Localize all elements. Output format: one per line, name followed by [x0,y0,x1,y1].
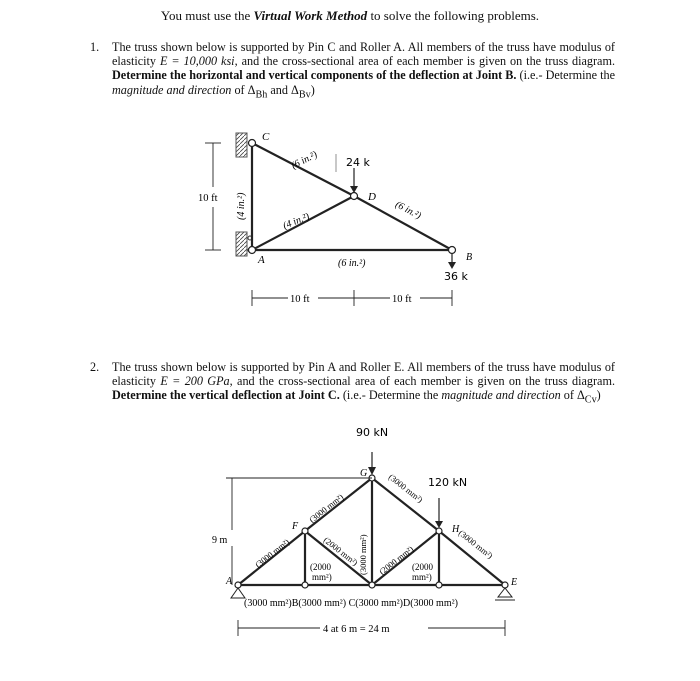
area-label-af: (3000 mm²) [253,536,292,570]
modulus-value: E = 200 GPa [160,374,230,389]
area-label-he: (3000 mm²) [456,527,495,561]
emphasis-text: magnitude and direction [441,388,561,403]
statement-text: (i.e.- Determine the [339,388,442,403]
joint-label-g: G [360,468,368,479]
problem-number: 2. [90,360,100,374]
area-label-hd: (2000 [412,562,433,572]
area-label-fg: (3000 mm²) [307,491,346,525]
height-dimension: 9 m [212,535,228,546]
load-label-h: 120 kN [428,476,468,489]
emphasis-text: magnitude and direction [112,82,232,97]
subscript: Cv [584,394,597,406]
area-label-db: (6 in.²) [393,199,423,222]
statement-text: ) [596,388,601,403]
task-statement: Determine the vertical deflection at Joint C. [112,388,340,403]
task-statement: Determine the horizontal and vertical components of the deflection at Joint B. [112,68,517,83]
statement-text: of Δ [231,82,256,97]
area-label-gh: (3000 mm²) [386,471,425,505]
statement-text: , and the cross-sectional area of each member is given on the truss diagram. [234,54,615,69]
area-label-gc: (3000 mm²) [358,534,368,575]
load-label-g: 90 kN [356,426,389,439]
area-label-ch: (2000 mm²) [377,543,416,577]
area-label-ca: (4 in.²) [236,192,247,220]
area-label-cd: (6 in.²) [289,149,320,172]
statement-text: and Δ [267,82,299,97]
span-dimension-2: 10 ft [392,294,412,305]
height-dimension: 10 ft [198,193,218,204]
joint-label-b: B [466,252,473,263]
statement-text: The truss shown below is supported by Pin A and Roller E. All members of the truss have modulus of elasticity [112,360,615,389]
method-name: Virtual Work Method [253,8,368,23]
bottom-chord-label: (3000 mm²)B(3000 mm²) C(3000 mm²)D(3000 mm²) [244,598,458,609]
load-label-d: 24 k [346,156,370,169]
intro-text-end: to solve the following problems. [367,8,540,23]
area-label-fb-unit: mm²) [312,572,332,582]
statement-text: (i.e.- Determine the [516,68,615,83]
area-label-ab: (6 in.²) [338,258,366,269]
statement-text: of Δ [560,388,585,403]
joint-label-a: A [258,254,265,266]
span-dimension: 4 at 6 m = 24 m [323,624,390,635]
area-label-hd-unit: mm²) [412,572,432,582]
load-label-b: 36 k [444,270,468,283]
statement-text: ) [310,82,315,97]
joint-label-e: E [511,577,518,588]
joint-label-c: C [262,131,270,143]
pin-support-a [231,588,245,598]
intro-text: You must use the [160,8,254,23]
statement-text: , and the cross-sectional area of each member is given on the truss diagram. [229,374,615,389]
problem-number: 1. [90,40,100,54]
roller-support-e [498,588,512,597]
subscript: Bv [298,89,311,101]
joint-label-h: H [452,524,460,535]
statement-text: The truss shown below is supported by Pin C and Roller A. All members of the truss have modulus of elasticity [112,40,615,69]
span-dimension-1: 10 ft [290,294,310,305]
joint-label-d: D [368,191,376,203]
area-label-fb: (2000 [310,562,331,572]
joint-label-a: A [226,576,233,587]
subscript: Bh [255,89,268,101]
modulus-value: E = 10,000 ksi [159,54,235,69]
joint-label-f: F [292,521,299,532]
area-label-ad: (4 in.²) [281,211,312,232]
area-label-fc: (2000 mm²) [321,534,360,568]
